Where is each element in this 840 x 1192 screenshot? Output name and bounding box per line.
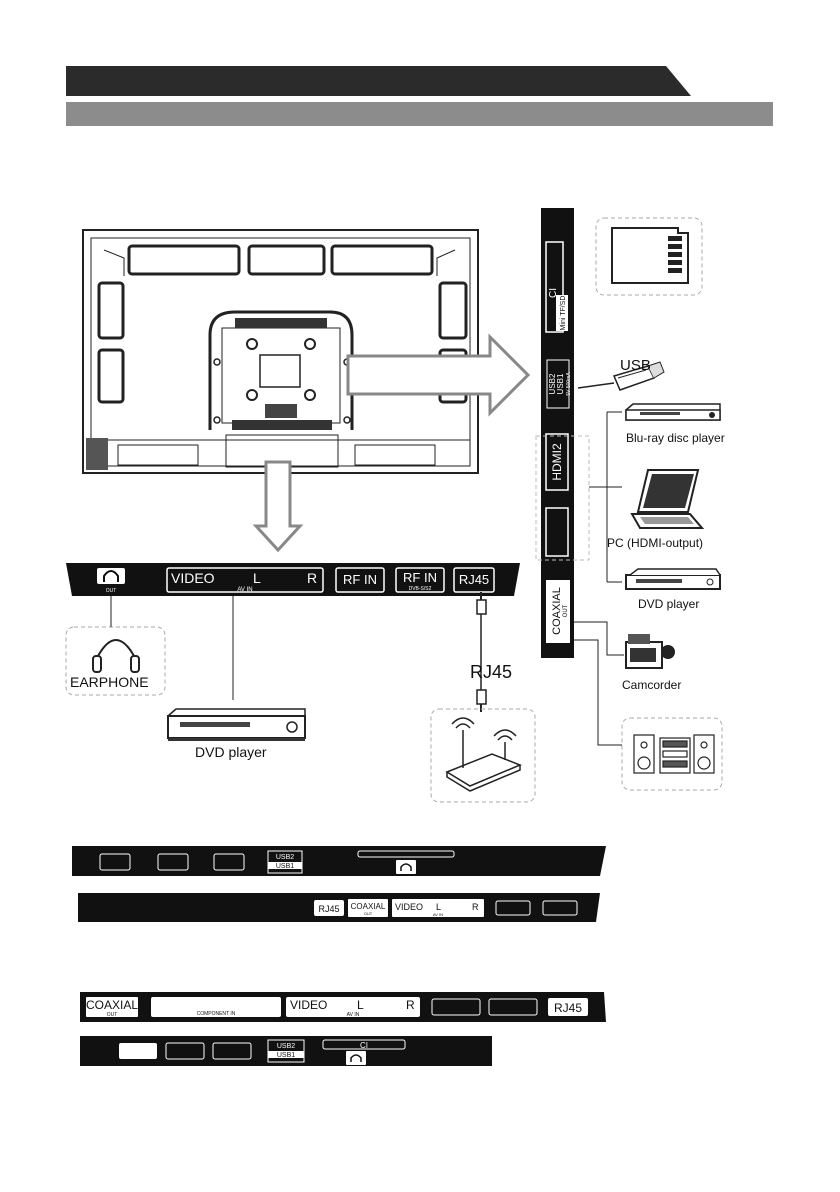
av-in-right-label: R (307, 570, 318, 586)
pc-label: PC (HDMI-output) (607, 536, 704, 550)
earphone-label: EARPHONE (70, 674, 149, 690)
rf-in-1-label: RF IN (343, 572, 377, 587)
router-box (431, 709, 535, 802)
side-coaxial-label: COAXIAL (551, 587, 563, 635)
alt2-l: L (436, 902, 442, 912)
alt2-coaxial: COAXIAL (350, 902, 386, 911)
rj45-cable (477, 592, 486, 712)
laptop-icon (632, 470, 702, 528)
side-coaxial-sublabel: OUT (563, 604, 569, 618)
alt3-av-in: AV IN (346, 1012, 360, 1018)
rj45-port-label: RJ45 (458, 572, 490, 587)
headphone-out-sublabel: OUT (105, 588, 117, 594)
alt4-usb1: USB1 (276, 1052, 296, 1059)
side-usb-sublabel: 5V 500mA (566, 372, 572, 396)
alt3-rj45: RJ45 (553, 1001, 583, 1015)
camcorder-icon (626, 634, 675, 668)
side-card-sublabel: Mini TF/SD (560, 295, 567, 331)
av-in-video-label: VIDEO (171, 570, 215, 586)
alt4-ci: CI (360, 1041, 368, 1050)
alt3-l: L (357, 998, 364, 1012)
alt2-av-in: AV IN (432, 912, 444, 917)
usb-device-label: USB (620, 357, 651, 374)
dvd-right-label: DVD player (638, 597, 700, 611)
dvd-player-bottom-icon (168, 709, 305, 741)
camcorder-label: Camcorder (622, 678, 682, 692)
alt2-video: VIDEO (395, 902, 424, 912)
alt-panels-lower (0, 992, 606, 1066)
earphone-icon (98, 640, 134, 666)
alt3-coaxial-sub: OUT (106, 1012, 118, 1018)
router-icon (447, 718, 520, 791)
tv-back-illustration (83, 230, 478, 473)
alt3-coaxial: COAXIAL (85, 998, 139, 1012)
side-ci-label: CI (548, 288, 559, 298)
av-in-left-label: L (253, 570, 261, 586)
dvd-player-right-icon (626, 569, 720, 589)
alt1-usb2: USB2 (275, 854, 295, 861)
rf-in-2-label: RF IN (403, 570, 437, 585)
rf-in-2-sublabel: DVB-S/S2 (408, 586, 432, 592)
arrow-down-icon (256, 462, 300, 550)
rj45-cable-label: RJ45 (470, 662, 513, 682)
alt2-coaxial-sub: OUT (363, 911, 373, 916)
alt3-video: VIDEO (290, 998, 328, 1012)
alt2-r: R (472, 902, 479, 912)
dvd-bottom-label: DVD player (195, 744, 267, 760)
bluray-player-icon (626, 404, 720, 420)
alt3-r: R (406, 998, 415, 1012)
side-usb1-label: USB1 (556, 373, 565, 395)
alt-panel-1 (72, 846, 606, 876)
alt4-usb2: USB2 (276, 1043, 296, 1050)
side-usb2-label: USB2 (548, 373, 557, 395)
side-hdmi-label: HDMI2 (550, 443, 564, 481)
alt3-component-in: COMPONENT IN (196, 1011, 236, 1017)
bluray-label: Blu-ray disc player (626, 431, 725, 445)
alt2-rj45: RJ45 (318, 904, 340, 914)
av-in-sublabel: AV IN (237, 587, 253, 593)
stereo-system-icon (634, 735, 714, 773)
alt1-usb1: USB1 (275, 863, 295, 870)
